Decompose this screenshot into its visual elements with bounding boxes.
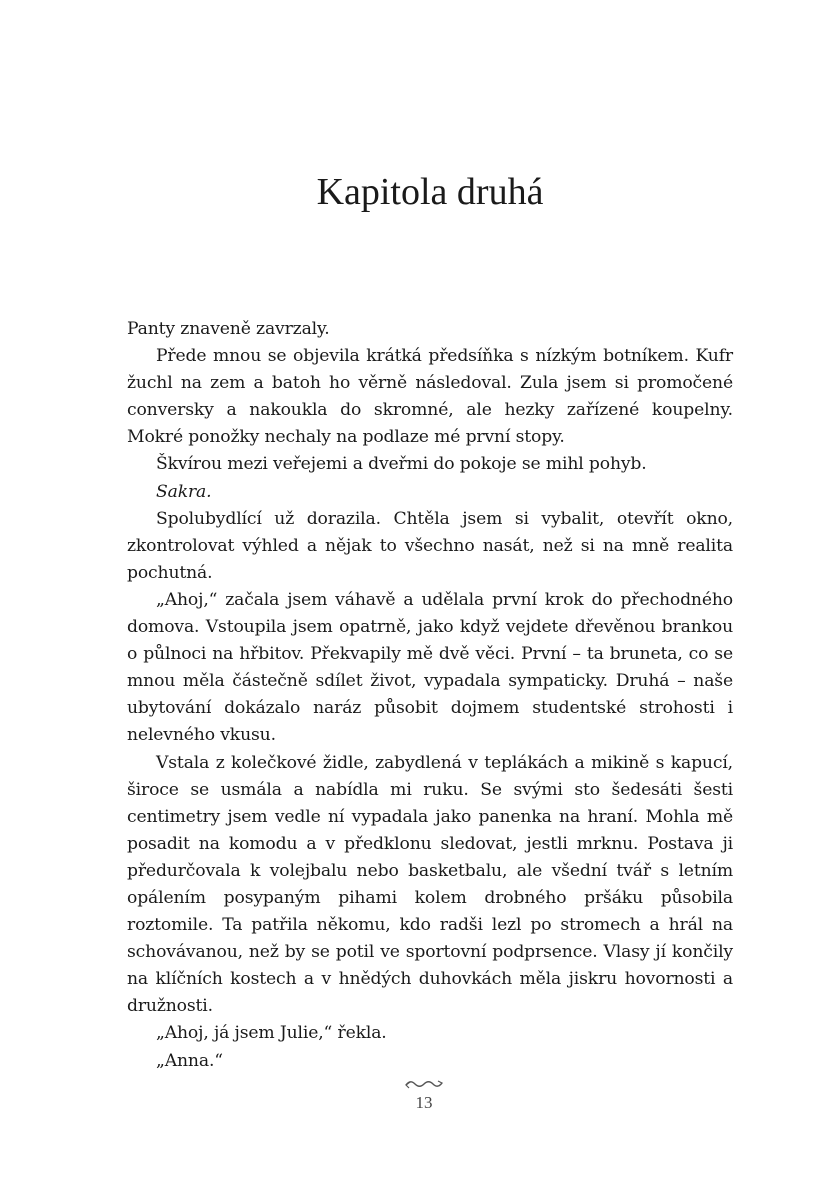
chapter-body xyxy=(127,316,733,1075)
paragraph: „Ahoj, já jsem Julie,“ řekla. xyxy=(156,1023,387,1044)
chapter-title: Kapitola druhá xyxy=(316,171,544,213)
paragraph: Přede mnou se objevila krátká předsíňka s nízkým botníkem. Kufr žuchl na zem a batoh ho věrně následoval. Zula jsem si promočené conversky a nakoukla do skromné, ale hezky zařízené koupelny. Mokré ponožky nechaly na podlaze mé první stopy. xyxy=(127,346,733,448)
paragraph: Spolubydlící už dorazila. Chtěla jsem si vybalit, otevřít okno, zkontrolovat výhled a nějak to všechno nasát, než si na mně realita pochutná. xyxy=(127,508,733,583)
wave-ornament-icon xyxy=(404,1078,444,1090)
page-number: 13 xyxy=(415,1093,433,1112)
paragraph: Škvírou mezi veřejemi a dveřmi do pokoje se mihl pohyb. xyxy=(156,454,647,475)
paragraph: Vstala z kolečkové židle, zabydlená v teplákách a mikině s kapucí, široce se usmála a nabídla mi ruku. Se svými sto šedesáti šesti centimetry jsem vedle ní vypadala jako panenka na hraní. Mohla mě posadit na komodu a v předklonu sledovat, jestli mrknu. Postava ji předurčovala k volejbalu nebo basketbalu, ale všední tvář s letním opálením posypaným pihami kolem drobného pršáku působila roztomile. Ta patřila někomu, kdo radši lezl po stromech a hrál na schovávanou, než by se potil ve sportovní podprsence. Vlasy jí končily na klíčních kostech a v hnědých duhovkách měla jiskru hovornosti a družnosti. xyxy=(127,752,733,1017)
paragraph: „Anna.“ xyxy=(156,1050,223,1071)
page-footer xyxy=(0,1078,836,1114)
paragraph: Panty znaveně zavrzaly. xyxy=(127,319,330,339)
paragraph: Sakra. xyxy=(156,481,212,502)
paragraph: „Ahoj,“ začala jsem váhavě a udělala první krok do přechodného domova. Vstoupila jsem opatrně, jako když vejdete dřevěnou brankou o půlnoci na hřbitov. Překvapily mě dvě věci. První – ta bruneta, co se mnou měla částečně sdílet život, vypadala sympaticky. Druhá – naše ubytování dokázalo naráz působit dojmem studentské strohosti i nelevného vkusu. xyxy=(127,589,733,746)
